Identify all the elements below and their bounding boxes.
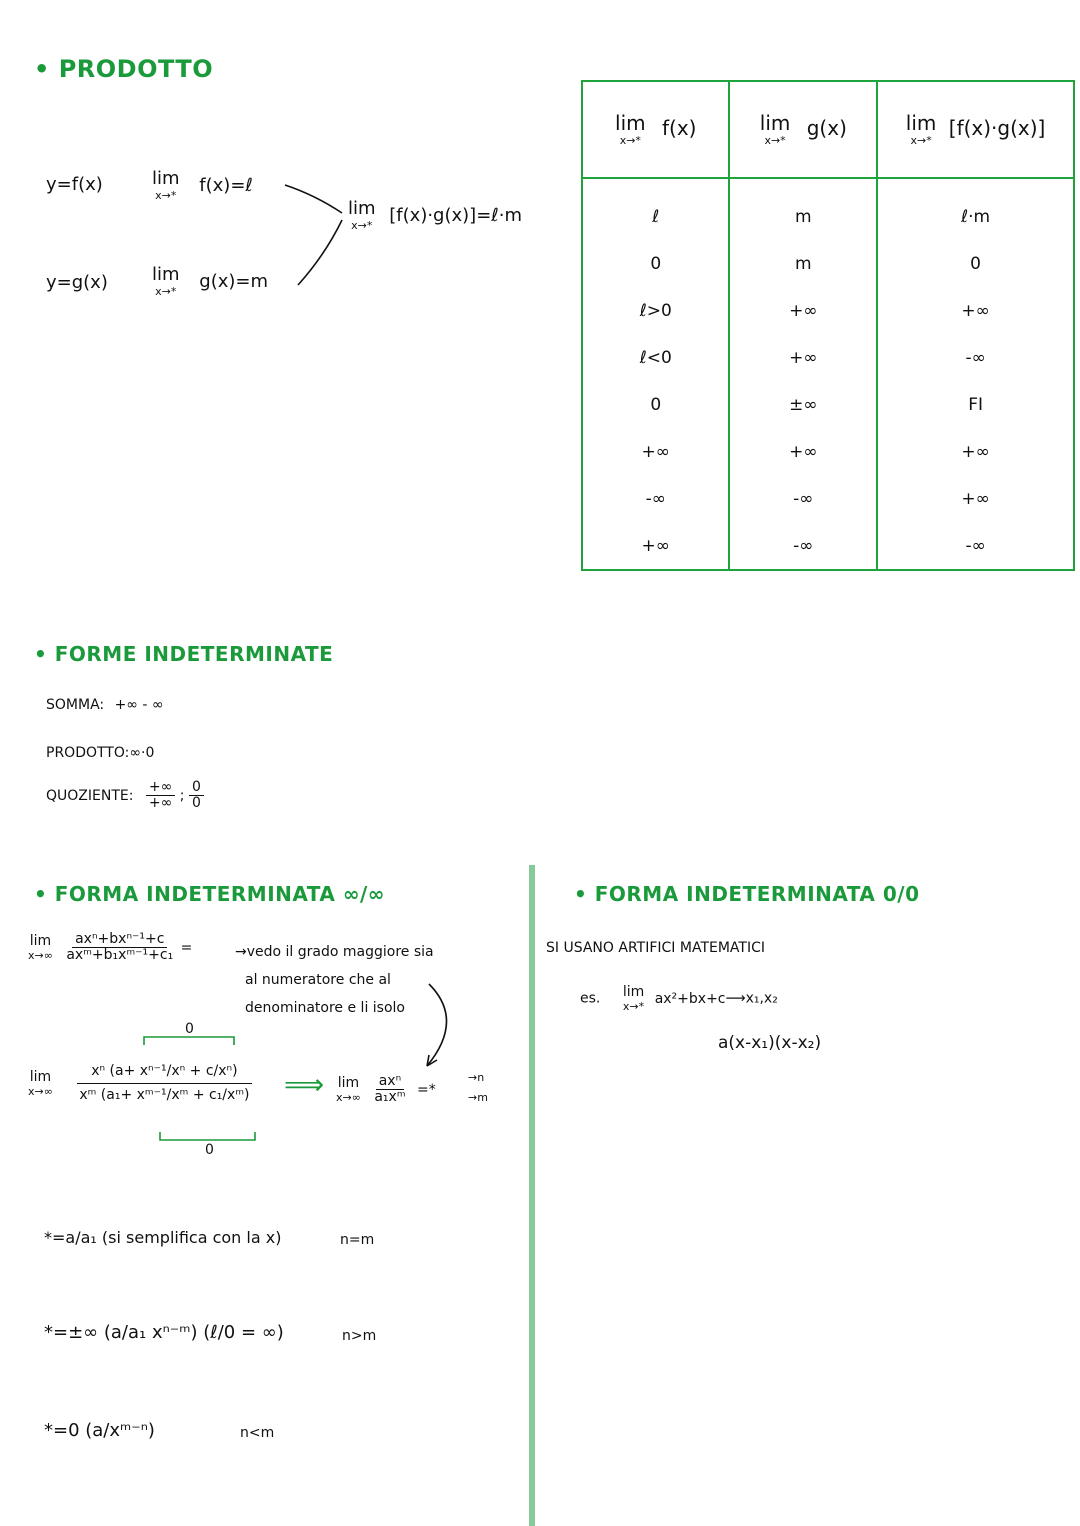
zero-factored: a(x-x₁)(x-x₂) [718,1033,822,1053]
header-product: lim x→* [f(x)·g(x)] [877,81,1074,178]
product-limits-table [581,80,1075,571]
lim-g: lim x→* g(x)=m [152,264,269,298]
lim-simplified: lim x→∞ $\frac{\text{axⁿ}}{\text{a₁xᵐ}}$ =* [336,1073,436,1106]
lim-f: lim x→* f(x)=ℓ [152,168,253,202]
cell: +∞ [877,428,1074,475]
cell: FI [877,381,1074,428]
prodotto-title: • PRODOTTO [34,55,214,83]
header-f: lim x→* f(x) [582,81,729,178]
lim-factored: lim x→∞ $\frac{\text{xⁿ (a+ xⁿ⁻¹/xⁿ + c/xⁿ)}}{\text{xᵐ (a₁+ xᵐ⁻¹/xᵐ + c₁/xᵐ)}}$ [28,1060,264,1108]
case-greater-cond: n>m [342,1328,377,1344]
brace-bottom [158,1130,258,1142]
table-row [582,178,1074,240]
cell: +∞ [582,428,729,475]
cell: ℓ [582,178,729,240]
converge-arrows [280,175,350,295]
cell: -∞ [877,334,1074,381]
forme-title: • FORME INDETERMINATE [34,642,334,666]
cell: 0 [582,240,729,287]
cell: m [729,178,877,240]
table-row [582,381,1074,428]
note-text: →vedo il grado maggiore sia al numeratore che al denominatore e li isolo [235,944,434,1016]
case-less-cond: n<m [240,1425,275,1441]
y-f-label: y=f(x) [46,174,103,195]
curve-arrow [415,980,460,1075]
quoziente-line: QUOZIENTE: $\frac{+\infty}{+\infty}$ ; $\frac{0}{0}$ [46,780,204,812]
table-row [582,240,1074,287]
cell: +∞ [877,287,1074,334]
table-row [582,522,1074,570]
case-equal: *=a/a₁ (si semplifica con la x) [44,1228,282,1247]
case-equal-cond: n=m [340,1232,375,1248]
table-row [582,334,1074,381]
table-row [582,475,1074,522]
cell: +∞ [729,334,877,381]
cell: 0 [582,381,729,428]
somma-line: SOMMA: +∞ - ∞ [46,697,164,713]
header-g: lim x→* g(x) [729,81,877,178]
cell: +∞ [877,475,1074,522]
table-row [582,287,1074,334]
cell: ℓ<0 [582,334,729,381]
zero-top: 0 [185,1021,194,1037]
zero-example: es. lim x→* ax²+bx+c⟶x₁,x₂ [580,984,778,1013]
cell: ℓ·m [877,178,1074,240]
lim-product: lim x→* [f(x)·g(x)]=ℓ·m [348,198,522,232]
cell: +∞ [729,428,877,475]
cell: 0 [877,240,1074,287]
y-g-label: y=g(x) [46,272,108,293]
infinito-title: • FORMA INDETERMINATA ∞/∞ [34,882,385,906]
case-greater: *=±∞ (a/a₁ xⁿ⁻ᵐ) (ℓ/0 = ∞) [44,1322,284,1343]
cell: -∞ [729,522,877,570]
cell: -∞ [582,475,729,522]
cell: m [729,240,877,287]
column-divider [529,865,535,1526]
implies-arrow: ⟹ [284,1068,325,1101]
cell: ±∞ [729,381,877,428]
arrows-nm: →n →m [468,1071,488,1104]
cell: +∞ [729,287,877,334]
brace-top [142,1035,237,1047]
zero-subtitle: SI USANO ARTIFICI MATEMATICI [546,940,766,956]
prodotto-line: PRODOTTO:∞·0 [46,745,155,761]
cell: -∞ [729,475,877,522]
cell: ℓ>0 [582,287,729,334]
case-less: *=0 (a/xᵐ⁻ⁿ) [44,1420,155,1441]
zero-title: • FORMA INDETERMINATA 0/0 [574,882,920,906]
lim-ratio: lim x→∞ $\frac{\text{axⁿ+bxⁿ⁻¹+c}}{\text{axᵐ+b₁xᵐ⁻¹+c₁}}$ = [28,931,193,964]
cell: -∞ [877,522,1074,570]
cell: +∞ [582,522,729,570]
zero-bottom: 0 [205,1142,214,1158]
table-row [582,428,1074,475]
